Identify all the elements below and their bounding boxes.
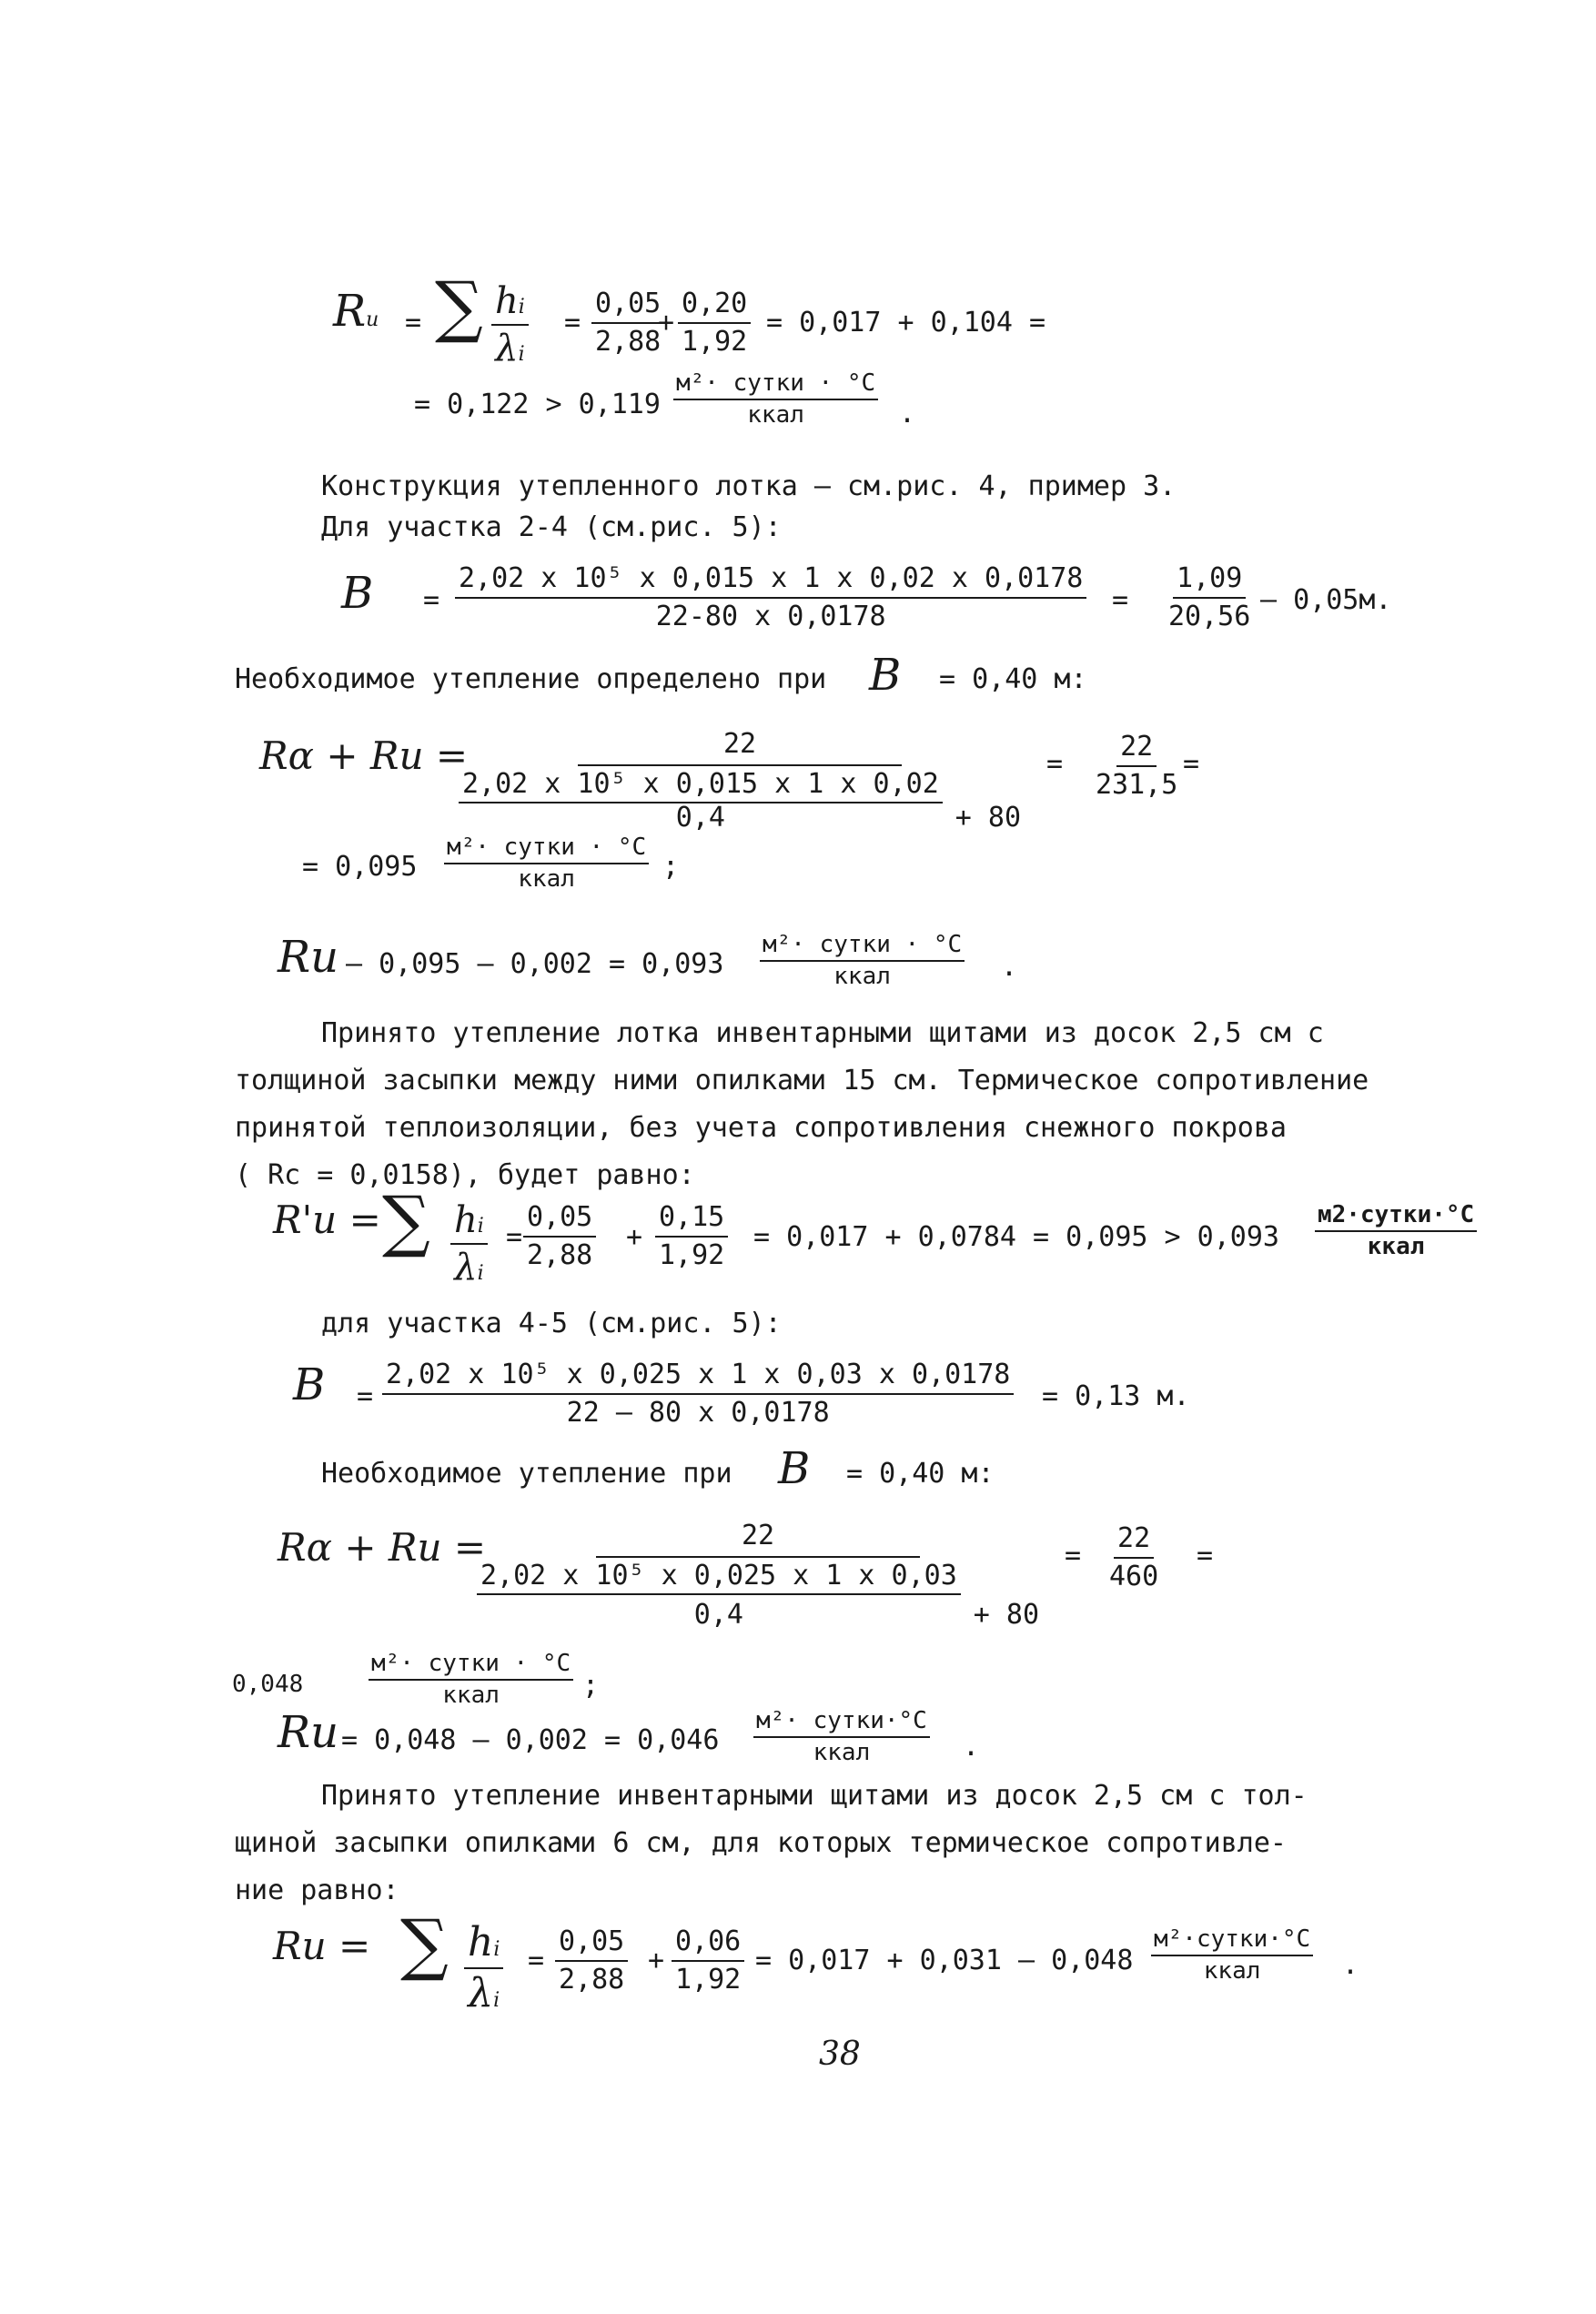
text3-value: = 0,40 м:	[939, 663, 1087, 695]
formula-r7-sum-fraction: $\frac{hi}{\lambda i}$	[464, 1922, 503, 2015]
formula-r5-result-fraction: $\frac{22}{460}$	[1109, 1522, 1159, 1592]
formula1-lhs: Ru	[333, 286, 379, 337]
formula-r4-result: = 0,017 + 0,0784 = 0,095 > 0,093	[753, 1221, 1279, 1253]
text3-b-symbol: B	[869, 650, 902, 701]
formula1-plus: +	[658, 307, 675, 339]
formula-b2-lhs: B	[293, 1359, 326, 1410]
text-section-2-4: Для участка 2-4 (см.рис. 5):	[321, 511, 782, 543]
formula-r2-unit: м²· сутки · °С ккал	[444, 835, 649, 893]
formula-r5-lhs: Rα + Rи =	[278, 1525, 487, 1570]
formula-r7-plus: +	[648, 1945, 665, 1976]
formula-r5-unit: м²· сутки · °С ккал	[369, 1652, 573, 1709]
formula1-line2: = 0,122 > 0,119	[414, 389, 661, 420]
formula-b1-result: – 0,05м.	[1260, 584, 1392, 616]
formula-b2-result: = 0,13 м.	[1042, 1380, 1190, 1412]
formula-r3-expr: – 0,095 – 0,002 = 0,093	[346, 948, 724, 980]
formula1-fraction-1: $\frac{0,05}{2,88}$	[591, 289, 664, 356]
formula-r4-unit: м2·сутки·°С ккал	[1315, 1203, 1477, 1260]
text-required-insulation: Необходимое утепление определено при	[235, 663, 827, 695]
formula-r7-fraction-1: $\frac{0,05}{2,88}$	[555, 1927, 628, 1994]
formula-b1-fraction: $\frac{\text{2,02 x 10⁵ x 0,015 x 1 x 0,02 x 0,0178}}{22-80 x 0,0178}$	[455, 564, 1086, 631]
formula-b1-lhs: B	[341, 568, 374, 619]
formula-r5-line2: 0,048	[232, 1671, 304, 1698]
formula-b1-equals-2: =	[1112, 584, 1129, 616]
formula-b2-fraction: $\frac{\text{2,02 x 10⁵ x 0,025 x 1 x 0,03 x 0,0178}}{22 - 80 x 0,0178}$	[382, 1360, 1014, 1427]
text-section-4-5: для участка 4-5 (см.рис. 5):	[321, 1308, 782, 1339]
formula-r4-fraction-1: $\frac{0,05}{2,88}$	[523, 1203, 596, 1269]
formula-b2-equals: =	[357, 1380, 374, 1412]
formula-r5-equals: =	[1065, 1540, 1082, 1571]
formula-r5-equals-2: =	[1197, 1540, 1214, 1571]
paragraph-2: Принято утепление инвентарными щитами из досок 2,5 см с тол- щиной засыпки опилками 6 см, для которых термическое сопротивле- ние равно:	[235, 1780, 1308, 1906]
formula-r5-fraction: 22 $\frac{\text{2,02 x 10⁵ x 0,025 x 1 x 0,03}}{0,4}$ + 80	[473, 1521, 1043, 1630]
formula1-fraction-2: $\frac{0,20}{1,92}$	[678, 289, 751, 356]
formula1-period: .	[899, 398, 916, 429]
formula-r6-expr: = 0,048 – 0,002 = 0,046	[341, 1724, 720, 1756]
formula-r7-sum-symbol: ∑	[400, 1905, 449, 1984]
formula1-sum-fraction: $\frac{hi}{\lambda i}$	[491, 282, 529, 368]
formula-r6-unit: м²· сутки·°С ккал	[753, 1709, 930, 1766]
formula-r4-sum-fraction: $\frac{hi}{\lambda i}$	[450, 1201, 488, 1287]
formula1-equals: =	[405, 307, 422, 339]
formula-r2-semicolon: ;	[662, 851, 680, 883]
formula-r4-lhs: R'и =	[273, 1197, 381, 1242]
formula1-unit: м²· сутки · °С ккал	[673, 371, 878, 429]
text5-b-symbol: B	[778, 1443, 811, 1494]
paragraph-1: Принято утепление лотка инвентарными щитами из досок 2,5 см с толщиной засыпки между ними опилками 15 см. Термическое сопротивление принятой теплоизоляции, без учета сопротивления снежного покрова ( Rс = 0,0158), будет равно:	[235, 1017, 1369, 1191]
formula-r7-unit: м²·сутки·°С ккал	[1151, 1927, 1313, 1985]
formula-r2-equals: =	[1046, 748, 1064, 780]
formula-r7-lhs: Rи =	[273, 1924, 371, 1968]
text5-value: = 0,40 м:	[846, 1458, 995, 1490]
formula-r7-equals: =	[528, 1945, 545, 1976]
page-number: 38	[819, 2036, 861, 2073]
formula-r6-dot: .	[963, 1731, 980, 1763]
formula-r3-dot: .	[1001, 951, 1018, 983]
sum-symbol: ∑	[435, 268, 483, 346]
formula-r3-unit: м²· сутки · °С ккал	[760, 933, 965, 990]
formula-r5-semicolon: ;	[582, 1670, 600, 1702]
formula-b1-result-fraction: $\frac{1,09}{20,56}$	[1168, 562, 1251, 632]
formula-r2-fraction: 22 $\frac{\text{2,02 x 10⁵ x 0,015 x 1 x 0,02}}{0,4}$ + 80	[455, 730, 1025, 833]
formula-r3-lhs: Rи	[278, 932, 339, 983]
formula-r7-fraction-2: $\frac{0,06}{1,92}$	[672, 1927, 744, 1994]
formula-r4-fraction-2: $\frac{0,15}{1,92}$	[655, 1203, 728, 1269]
formula-r7-dot: .	[1342, 1949, 1359, 1981]
formula-r2-lhs: Rα + Rи =	[259, 733, 469, 778]
formula-b1-equals: =	[423, 584, 440, 616]
formula-r2-line2: = 0,095	[302, 851, 418, 883]
formula-r7-result: = 0,017 + 0,031 – 0,048	[755, 1945, 1134, 1976]
text-construction: Конструкция утепленного лотка – см.рис. 4, пример 3.	[321, 470, 1177, 502]
formula-r4-sum-symbol: ∑	[382, 1182, 430, 1260]
formula-r4-plus: +	[626, 1221, 643, 1253]
formula-r6-lhs: Rи	[278, 1707, 339, 1758]
formula-r2-equals-2: =	[1183, 748, 1200, 780]
formula1-result: = 0,017 + 0,104 =	[766, 307, 1046, 339]
formula1-equals-2: =	[564, 307, 581, 339]
formula-r4-equals: =	[506, 1221, 523, 1253]
text-required-insulation-2: Необходимое утепление при	[321, 1458, 732, 1490]
formula-r2-result-fraction: $\frac{22}{231,5}$	[1096, 731, 1178, 801]
